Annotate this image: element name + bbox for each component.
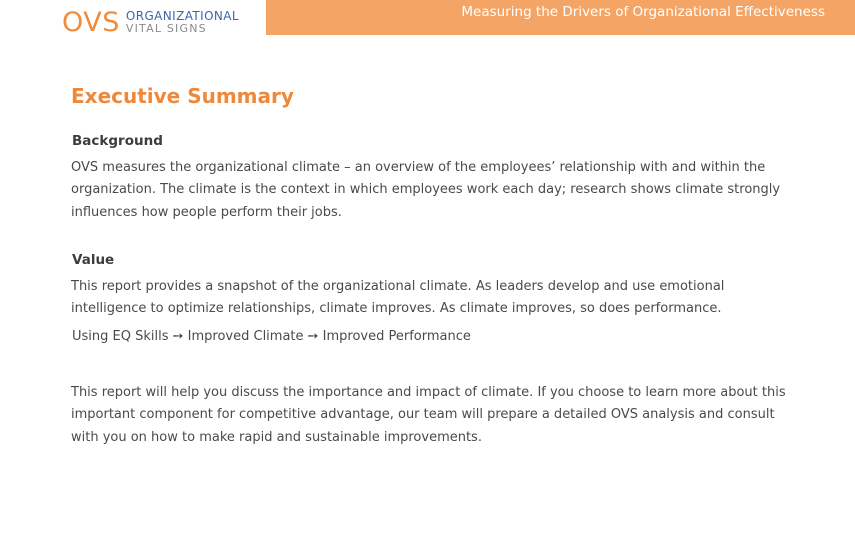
ovs-logo (62, 5, 239, 39)
background-paragraph: OVS measures the organizational climate – an overview of the employees’ relationship with and within the organization. The climate is the context in which employees work each day; research shows climate strongly influences how people perform their jobs. (71, 159, 781, 220)
logo-mark: OVS (62, 6, 120, 38)
page-title: Executive Summary (71, 84, 294, 108)
eq-flow-statement: Using EQ Skills ➙ Improved Climate ➙ Improved Performance (72, 328, 471, 344)
logo-wordmark (126, 10, 239, 34)
section-background (71, 133, 791, 224)
header-tagline: Measuring the Drivers of Organizational Effectiveness (461, 4, 825, 20)
section-value (71, 252, 791, 347)
closing-paragraph: This report will help you discuss the importance and impact of climate. If you choose to learn more about this important component for competitive advantage, our team will prepare a detailed OVS analysis and consult with you on how to make rapid and sustainable improvements. (71, 384, 786, 445)
section-heading-background: Background (72, 133, 163, 149)
value-paragraph: This report provides a snapshot of the organizational climate. As leaders develop and use emotional intelligence to optimize relationships, climate improves. As climate improves, so does performance. (71, 278, 725, 317)
main-content (71, 84, 791, 449)
section-heading-value: Value (72, 252, 115, 269)
logo-line-organizational: ORGANIZATIONAL (125, 8, 239, 23)
header-bar (266, 0, 855, 35)
logo-line-vital-signs: VITAL SIGNS (125, 21, 207, 35)
